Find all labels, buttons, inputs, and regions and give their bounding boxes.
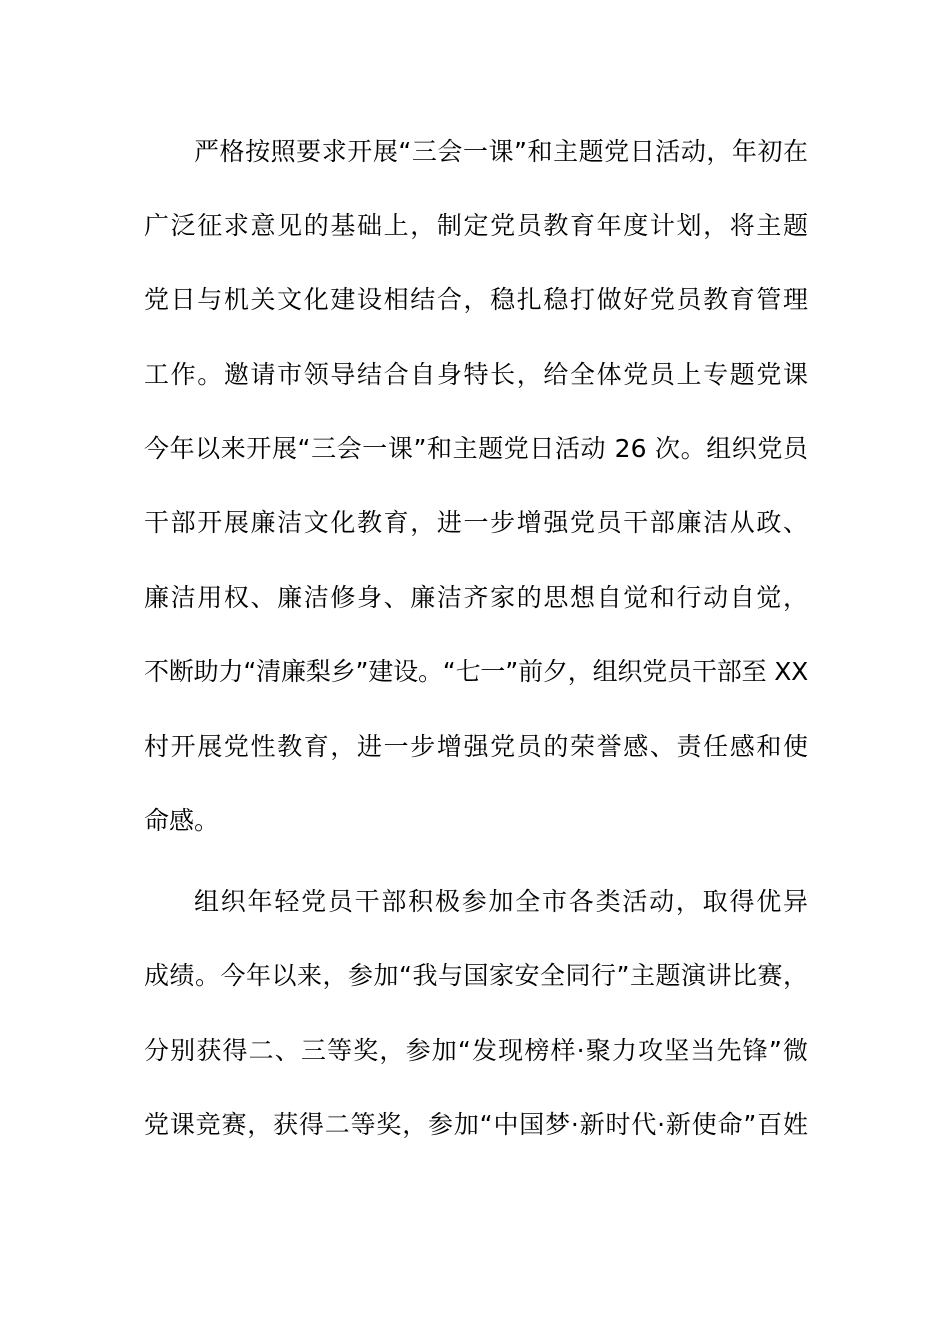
paragraph-1-line-9: 村开展党性教育，进一步增强党员的荣誉感、责任感和使 — [144, 732, 808, 761]
paragraph-1-line-5: 今年以来开展“三会一课”和主题党日活动 26 次。组织党员 — [144, 434, 808, 463]
paragraph-2-line-4: 党课竞赛，获得二等奖，参加“中国梦·新时代·新使命”百姓 — [144, 1110, 808, 1139]
paragraph-1-line-3: 党日与机关文化建设相结合，稳扎稳打做好党员教育管理 — [144, 285, 808, 314]
paragraph-2-line-1: 组织年轻党员干部积极参加全市各类活动，取得优异 — [194, 887, 808, 916]
paragraph-2-line-2: 成绩。今年以来，参加“我与国家安全同行”主题演讲比赛， — [144, 961, 808, 990]
paragraph-1-line-7: 廉洁用权、廉洁修身、廉洁齐家的思想自觉和行动自觉， — [144, 583, 808, 612]
paragraph-1-line-8: 不断助力“清廉梨乡”建设。“七一”前夕，组织党员干部至 XX — [144, 657, 808, 686]
paragraph-2-line-3: 分别获得二、三等奖，参加“发现榜样·聚力攻坚当先锋”微 — [144, 1036, 808, 1065]
paragraph-1-line-6: 干部开展廉洁文化教育，进一步增强党员干部廉洁从政、 — [144, 508, 808, 537]
paragraph-1-line-1: 严格按照要求开展“三会一课”和主题党日活动，年初在 — [194, 137, 808, 166]
paragraph-1-line-4: 工作。邀请市领导结合自身特长，给全体党员上专题党课 — [144, 360, 808, 389]
paragraph-1-line-2: 广泛征求意见的基础上，制定党员教育年度计划，将主题 — [144, 211, 808, 240]
paragraph-1-line-10: 命感。 — [144, 806, 220, 835]
